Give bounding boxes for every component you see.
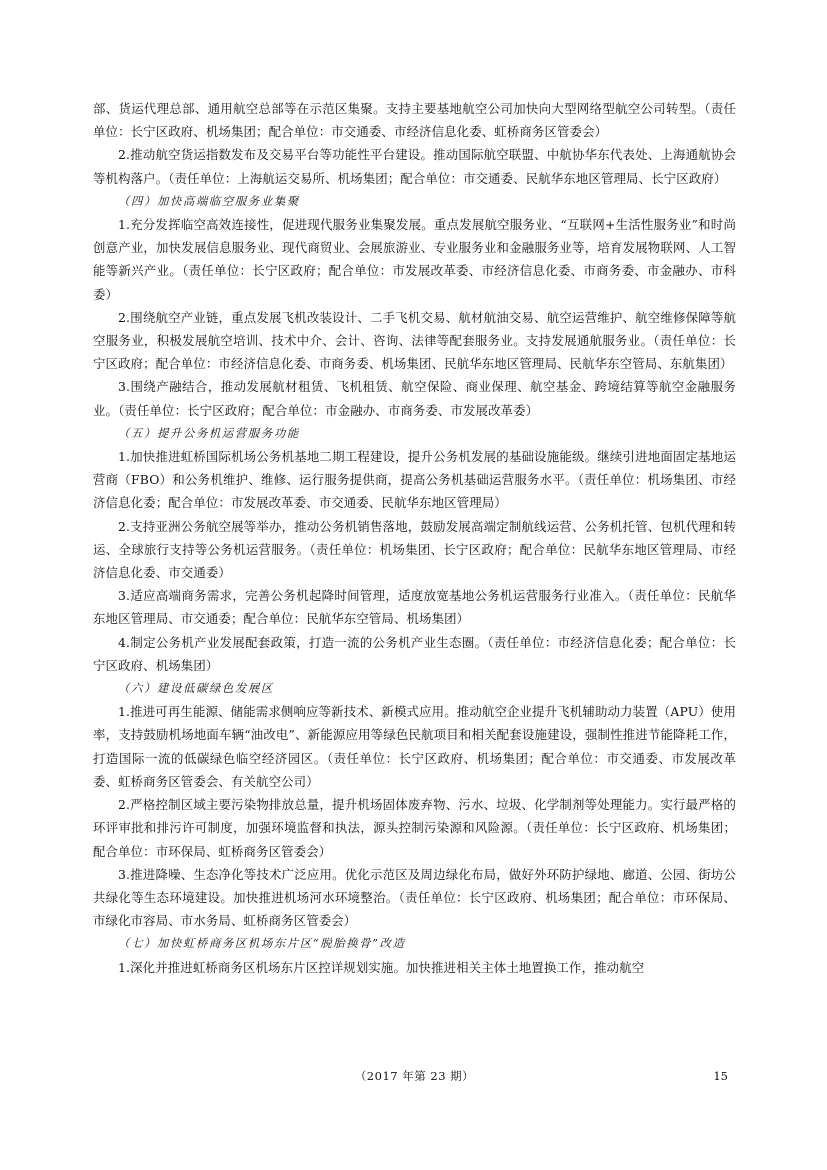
document-body: [93, 97, 736, 979]
paragraph: 2.支持亚洲公务航空展等举办，推动公务机销售落地，鼓励发展高端定制航线运营、公务机托管、包机代理和转运、全球旅行支持等公务机运营服务。（责任单位：机场集团、长宁区政府；配合单位：民航华东地区管理局、市经济信息化委、市交通委）: [93, 518, 736, 581]
paragraph: 1.深化并推进虹桥商务区机场东片区控详规划实施。加快推进相关主体土地置换工作，推动航空: [118, 959, 645, 975]
paragraph: 1.充分发挥临空高效连接性，促进现代服务业集聚发展。重点发展航空服务业、“互联网+生活性服务业”和时尚创意产业，加快发展信息服务业、现代商贸业、会展旅游业、专业服务业和金融服务业等，培育发展物联网、人工智能等新兴产业。（责任单位：长宁区政府；配合单位：市发展改革委、市经济信息化委、市商务委、市金融办、市科委）: [93, 217, 736, 302]
paragraph: 2.严格控制区域主要污染物排放总量，提升机场固体废弃物、污水、垃圾、化学制剂等处理能力。实行最严格的环评审批和排污许可制度，加强环境监督和执法，源头控制污染源和风险源。（责任单位：长宁区政府、机场集团；配合单位：市环保局、虹桥商务区管委会）: [93, 797, 736, 859]
section-heading: （四）加快高端临空服务业集聚: [118, 193, 300, 208]
section-heading: （七）加快虹桥商务区机场东片区“脱胎换骨”改造: [118, 936, 406, 951]
paragraph: 2.推动航空货运指数发布及交易平台等功能性平台建设。推动国际航空联盟、中航协华东代表处、上海通航协会等机构落户。（责任单位：上海航运交易所、机场集团；配合单位：市交通委、民航华东地区管理局、长宁区政府）: [93, 147, 736, 186]
paragraph: 3.适应高端商务需求，完善公务机起降时间管理，适度放宽基地公务机运营服务行业准入。（责任单位：民航华东地区管理局、市交通委；配合单位：民航华东空管局、机场集团）: [93, 588, 736, 627]
page-number: 15: [713, 1069, 728, 1083]
paragraph: 部、货运代理总部、通用航空总部等在示范区集聚。支持主要基地航空公司加快向大型网络型航空公司转型。（责任单位：长宁区政府、机场集团；配合单位：市交通委、市经济信息化委、虹桥商务区管委会）: [93, 101, 736, 140]
issue-label: （2017 年第 23 期）: [354, 1069, 475, 1083]
page-footer: [93, 1066, 736, 1086]
paragraph: 1.加快推进虹桥国际机场公务机基地二期工程建设，提升公务机发展的基础设施能级。继续引进地面固定基地运营商（FBO）和公务机维护、维修、运行服务提供商，提高公务机基础运营服务水平。（责任单位：机场集团、市经济信息化委；配合单位：市发展改革委、市交通委、民航华东地区管理局）: [93, 449, 736, 511]
paragraph: 1.推进可再生能源、储能需求侧响应等新技术、新模式应用。推动航空企业提升飞机辅助动力装置（APU）使用率，支持鼓励机场地面车辆“油改电”、新能源应用等绿色民航项目和相关配套设施建设，强制性推进节能降耗工作，打造国际一流的低碳绿色临空经济园区。（责任单位：长宁区政府、机场集团；配合单位：市交通委、市发展改革委、虹桥商务区管委会、有关航空公司）: [93, 704, 736, 789]
section-heading: （五）提升公务机运营服务功能: [118, 425, 300, 440]
paragraph: 3.推进降噪、生态净化等技术广泛应用。优化示范区及周边绿化布局，做好外环防护绿地、廊道、公园、街坊公共绿化等生态环境建设。加快推进机场河水环境整治。（责任单位：长宁区政府、机场集团；配合单位：市环保局、市绿化市容局、市水务局、虹桥商务区管委会）: [93, 866, 736, 929]
section-heading: （六）建设低碳绿色发展区: [118, 681, 274, 696]
paragraph: 3.围绕产融结合，推动发展航材租赁、飞机租赁、航空保险、商业保理、航空基金、跨境结算等航空金融服务业。（责任单位：长宁区政府；配合单位：市金融办、市商务委、市发展改革委）: [93, 379, 736, 418]
paragraph: 4.制定公务机产业发展配套政策，打造一流的公务机产业生态圈。（责任单位：市经济信息化委；配合单位：长宁区政府、机场集团）: [93, 634, 736, 673]
paragraph: 2.围绕航空产业链，重点发展飞机改装设计、二手飞机交易、航材航油交易、航空运营维护、航空维修保障等航空服务业，积极发展航空培训、技术中介、会计、咨询、法律等配套服务业。支持发展通航服务业。（责任单位：长宁区政府；配合单位：市经济信息化委、市商务委、机场集团、民航华东地区管理局、民航华东空管局、东航集团）: [93, 309, 736, 372]
